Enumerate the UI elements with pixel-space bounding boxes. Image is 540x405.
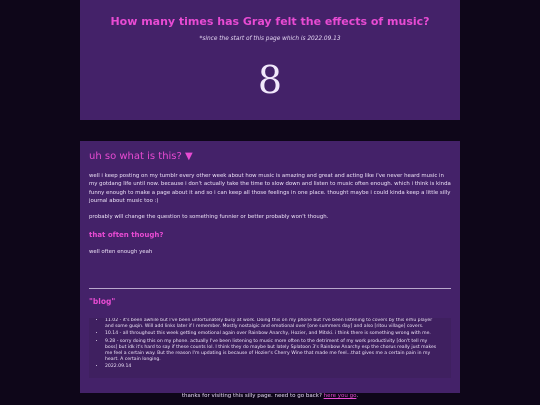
blog-heading: "blog" [89,296,116,306]
note-paragraph: probably will change the question to something funnier or better probably won't though. [89,214,329,221]
counter-panel [80,0,460,120]
blog-entry: • 2022.09.14 [105,364,441,370]
intro-paragraph: well i keep posting on my tumblr every other week about how music is amazing and great and acting like i've never heard music in my gotdang life until now. because i don't actually take the time to slow down and listen to music often enough. which i think is kinda funny enough to make a page about it and so i can keep all those feelings in one place. thought maybe i could kinda keep a little silly journal about music too :) [89,173,451,204]
answer-paragraph: well often enough yeah [89,249,153,256]
info-panel [80,141,460,393]
footer [0,393,540,399]
footer-end: . [356,393,359,399]
blog-entry: • 9.28 - sorry doing this on my phone. actually I've been listening to music more often to the detriment of my work productivity [don't tell my boss] but idk it's hard to say if these counts lol. I think they do maybe but lately Splatoon 3's Rainbow Anarchy esp the chorus really just makes me feel a certain way. But the reason I'm updating is because of Hozier's Cherry Wine that made me feel...that gives me a certain pain in my heart. A certain longing. [105,339,441,362]
section-heading: that often though? [89,231,164,240]
back-link[interactable]: here you go [323,393,357,399]
counter-title: How many times has Gray felt the effects of music? [110,15,430,28]
blog-scroll-box[interactable] [89,318,451,378]
footer-text: thanks for visiting this silly page. need to go back? [181,393,324,399]
counter-value: 8 [257,58,283,102]
blog-list [105,318,441,370]
about-toggle[interactable]: uh so what is this? ▼ [89,151,193,162]
blog-entry: • 10.14 - all throughout this week getting emotional again over Rainbow Anarchy, Hozier, and Mitski. i think there is something wrong with me. [105,331,441,337]
counter-subtitle: *since the start of this page which is 2022.09.13 [199,36,341,42]
blog-entry: • 11.02 - it's been awhile but I've been unfortunately busy at work. Doing this on my phone but I've been listening to covers by this erhu player and some guqin. Will add links later if I remember. Mostly nostalgic and emotional over [one summers day] and also [ritou village] covers. [105,318,441,330]
divider [89,288,451,289]
